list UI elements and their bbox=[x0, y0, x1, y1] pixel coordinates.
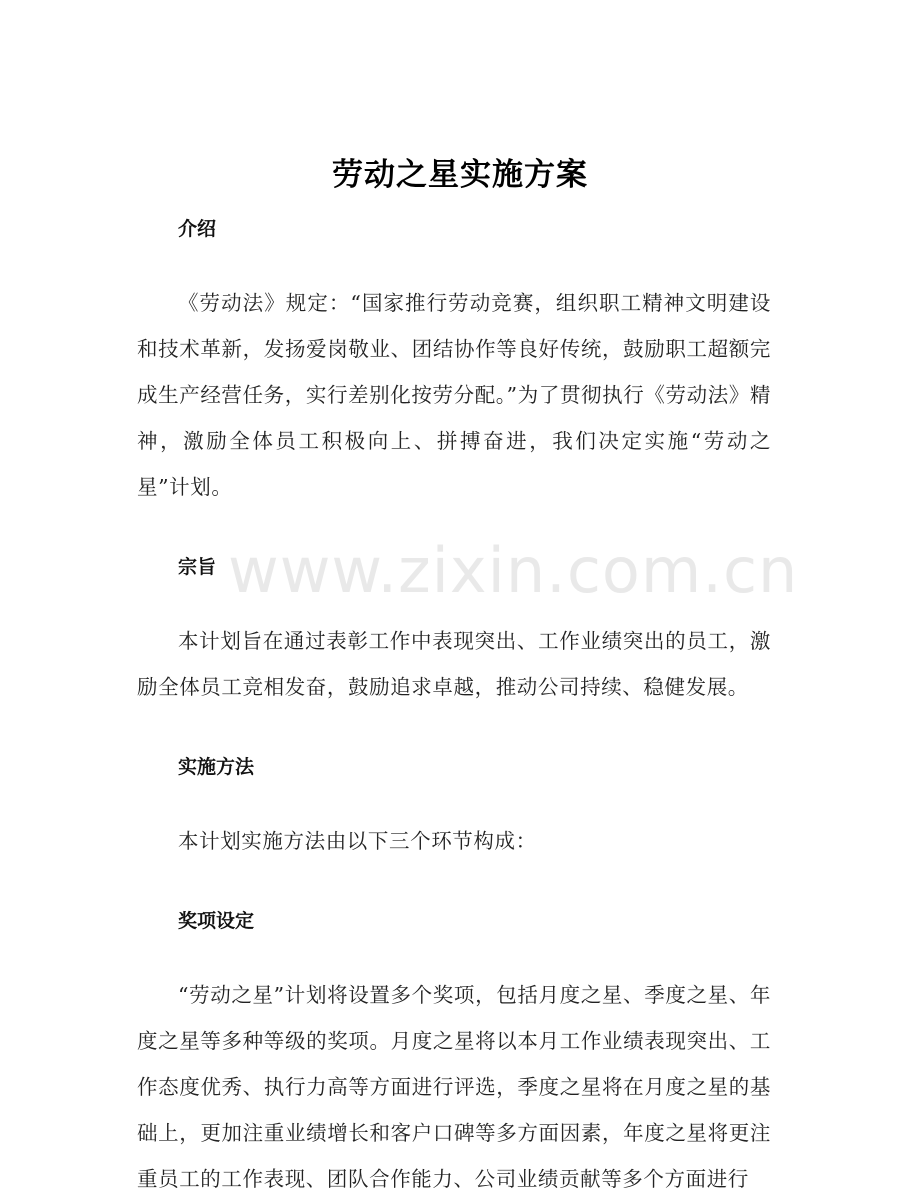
section-heading: 介绍 bbox=[178, 218, 217, 240]
paragraph: 本计划实施方法由以下三个环节构成： bbox=[178, 829, 537, 853]
paragraph: 《劳动法》规定：“国家推行劳动竞赛，组织职工精神文明建设和技术革新，发扬爱岗敬业、团结协作等良好传统，鼓励职工超额完成生产经营任务，实行差别化按劳分配。”为了贯彻执行《劳动法》精神，激励全体员工积极向上、拼搏奋进，我们决定实施“劳动之星”计划。 bbox=[137, 291, 771, 499]
document-body bbox=[137, 206, 799, 1202]
watermark: www.zixin.com.cn bbox=[228, 534, 799, 607]
document-title: 劳动之星实施方案 bbox=[332, 157, 588, 193]
section-introduction bbox=[137, 206, 771, 510]
section-heading: 宗旨 bbox=[178, 556, 217, 578]
paragraph: “劳动之星”计划将设置多个奖项，包括月度之星、季度之星、年度之星等多种等级的奖项。月度之星将以本月工作业绩表现突出、工作态度优秀、执行力高等方面进行评选，季度之星将在月度之星的基础上，更加注重业绩增长和客户口碑等多方面因素，年度之星将更注重员工的工作表现、团队合作能力、公司业绩贡献等多个方面进行 bbox=[137, 983, 771, 1191]
section-heading: 实施方法 bbox=[178, 756, 255, 778]
section-award-settings bbox=[137, 898, 771, 1202]
section-implementation-method bbox=[137, 744, 771, 864]
paragraph: 本计划旨在通过表彰工作中表现突出、工作业绩突出的员工，激励全体员工竞相发奋，鼓励追求卓越，推动公司持续、稳健发展。 bbox=[137, 629, 771, 699]
section-heading: 奖项设定 bbox=[178, 910, 255, 932]
section-purpose bbox=[137, 544, 771, 710]
